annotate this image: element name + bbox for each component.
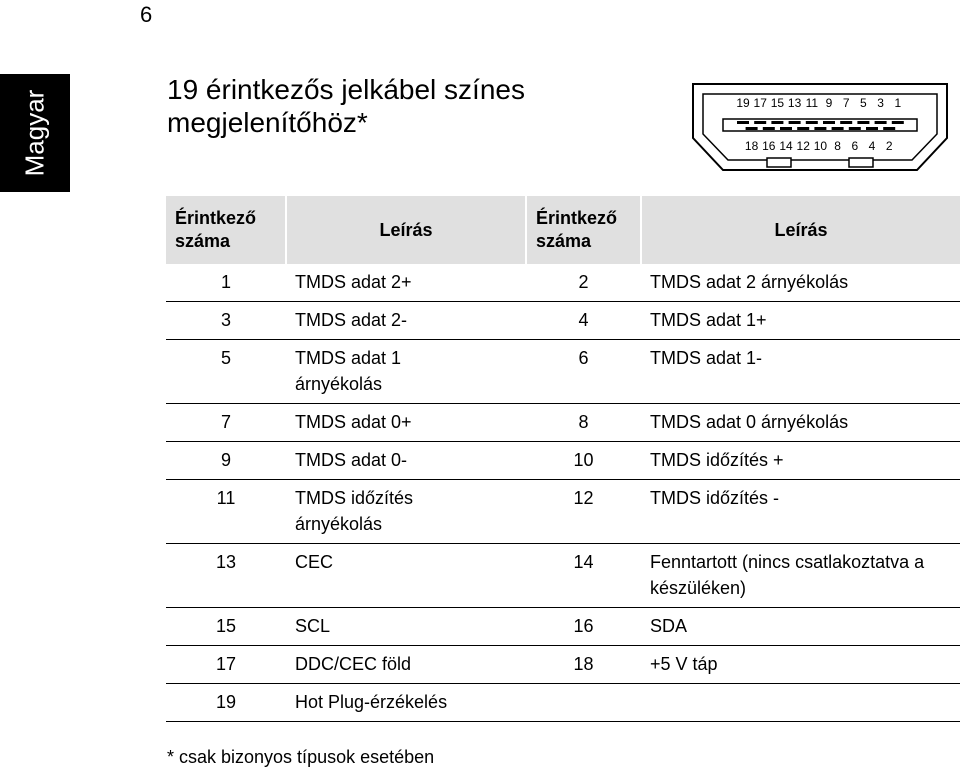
table-row bbox=[166, 302, 960, 340]
connector-pin-contact bbox=[849, 127, 861, 130]
pin-description: TMDS adat 2 árnyékolás bbox=[641, 264, 960, 302]
connector-pin-label: 17 bbox=[753, 96, 767, 110]
language-label: Magyar bbox=[19, 89, 50, 177]
table-row bbox=[166, 480, 960, 544]
pin-description: +5 V táp bbox=[641, 646, 960, 684]
pin-number: 1 bbox=[166, 264, 286, 302]
connector-pin-label: 8 bbox=[834, 139, 841, 153]
pin-description: CEC bbox=[286, 544, 526, 608]
connector-latch-right bbox=[849, 158, 873, 167]
pin-description: Fenntartott (nincs csatlakoztatva a készüléken) bbox=[641, 544, 960, 608]
pin-number: 12 bbox=[526, 480, 641, 544]
pin-number: 16 bbox=[526, 608, 641, 646]
connector-pin-contact bbox=[840, 121, 852, 124]
connector-pin-contact bbox=[763, 127, 775, 130]
table-row bbox=[166, 340, 960, 404]
connector-pin-contact bbox=[754, 121, 766, 124]
connector-pin-label: 10 bbox=[813, 139, 828, 153]
connector-pin-contact bbox=[866, 127, 878, 130]
pin-description: TMDS időzítés árnyékolás bbox=[286, 480, 526, 544]
connector-pin-contact bbox=[892, 121, 904, 124]
pin-number: 17 bbox=[166, 646, 286, 684]
pin-description: TMDS adat 2- bbox=[286, 302, 526, 340]
connector-pin-contact bbox=[746, 127, 758, 130]
connector-pin-label: 4 bbox=[868, 139, 876, 153]
pin-number: 9 bbox=[166, 442, 286, 480]
table-row bbox=[166, 442, 960, 480]
pin-number: 4 bbox=[526, 302, 641, 340]
pin-number: 10 bbox=[526, 442, 641, 480]
connector-pin-label: 2 bbox=[885, 139, 893, 153]
pin-number: 3 bbox=[166, 302, 286, 340]
pin-assignment-table bbox=[166, 196, 960, 722]
pin-description: TMDS adat 1- bbox=[641, 340, 960, 404]
pin-description: DDC/CEC föld bbox=[286, 646, 526, 684]
table-row bbox=[166, 544, 960, 608]
pin-number: 15 bbox=[166, 608, 286, 646]
connector-pin-contact bbox=[883, 127, 895, 130]
connector-pin-label: 13 bbox=[787, 96, 802, 110]
pin-description: TMDS adat 0- bbox=[286, 442, 526, 480]
page-title: 19 érintkezős jelkábel színes megjelenítőhöz* bbox=[167, 74, 525, 138]
connector-pin-label: 19 bbox=[736, 96, 750, 110]
pin-description: SDA bbox=[641, 608, 960, 646]
pin-number: 6 bbox=[526, 340, 641, 404]
connector-pin-label: 16 bbox=[762, 139, 776, 153]
pin-number: 18 bbox=[526, 646, 641, 684]
pin-number: 13 bbox=[166, 544, 286, 608]
connector-pin-label: 18 bbox=[744, 139, 759, 153]
connector-pin-label: 15 bbox=[770, 96, 785, 110]
connector-pin-label: 9 bbox=[825, 96, 833, 110]
pin-description: TMDS időzítés + bbox=[641, 442, 960, 480]
connector-pin-contact bbox=[737, 121, 749, 124]
pin-number: 11 bbox=[166, 480, 286, 544]
pin-number: 8 bbox=[526, 404, 641, 442]
connector-pin-contact bbox=[797, 127, 809, 130]
header-pin-number-1: Érintkező száma bbox=[166, 196, 286, 264]
connector-pin-contact bbox=[789, 121, 801, 124]
pin-description: TMDS időzítés - bbox=[641, 480, 960, 544]
header-description-1: Leírás bbox=[286, 196, 526, 264]
table-row bbox=[166, 608, 960, 646]
connector-pin-label: 6 bbox=[851, 139, 859, 153]
connector-pin-label: 7 bbox=[842, 96, 850, 110]
table-row bbox=[166, 264, 960, 302]
pin-description: TMDS adat 1 árnyékolás bbox=[286, 340, 526, 404]
table-row bbox=[166, 646, 960, 684]
language-side-tab bbox=[0, 74, 70, 192]
connector-pin-contact bbox=[823, 121, 835, 124]
header-description-2: Leírás bbox=[641, 196, 960, 264]
pin-description: TMDS adat 2+ bbox=[286, 264, 526, 302]
connector-pin-contact bbox=[832, 127, 844, 130]
connector-pin-contact bbox=[857, 121, 869, 124]
pin-description: SCL bbox=[286, 608, 526, 646]
table-row bbox=[166, 404, 960, 442]
connector-pin-contact bbox=[771, 121, 783, 124]
pin-description: TMDS adat 1+ bbox=[641, 302, 960, 340]
connector-latch-left bbox=[767, 158, 791, 167]
pin-description: Hot Plug-érzékelés bbox=[286, 684, 526, 722]
pin-number: 14 bbox=[526, 544, 641, 608]
table-header-row bbox=[166, 196, 960, 264]
pin-description: TMDS adat 0+ bbox=[286, 404, 526, 442]
connector-pin-label: 14 bbox=[779, 139, 793, 153]
pin-number: 19 bbox=[166, 684, 286, 722]
connector-pin-label: 11 bbox=[805, 96, 819, 110]
table-row bbox=[166, 684, 960, 722]
pin-number bbox=[526, 684, 641, 722]
pin-description: TMDS adat 0 árnyékolás bbox=[641, 404, 960, 442]
pin-number: 7 bbox=[166, 404, 286, 442]
footnote: * csak bizonyos típusok esetében bbox=[167, 747, 435, 767]
connector-pin-label: 3 bbox=[877, 96, 884, 110]
pin-number: 2 bbox=[526, 264, 641, 302]
pin-description bbox=[641, 684, 960, 722]
header-pin-number-2: Érintkező száma bbox=[526, 196, 641, 264]
page-number: 6 bbox=[140, 2, 153, 27]
connector-pin-label: 12 bbox=[796, 139, 810, 153]
connector-pin-contact bbox=[806, 121, 818, 124]
connector-pin-label: 5 bbox=[860, 96, 867, 110]
connector-pin-contact bbox=[875, 121, 887, 124]
pin-number: 5 bbox=[166, 340, 286, 404]
connector-pin-label: 1 bbox=[894, 96, 902, 110]
connector-pin-contact bbox=[814, 127, 826, 130]
connector-pin-contact bbox=[780, 127, 792, 130]
hdmi-connector-diagram bbox=[685, 78, 955, 183]
